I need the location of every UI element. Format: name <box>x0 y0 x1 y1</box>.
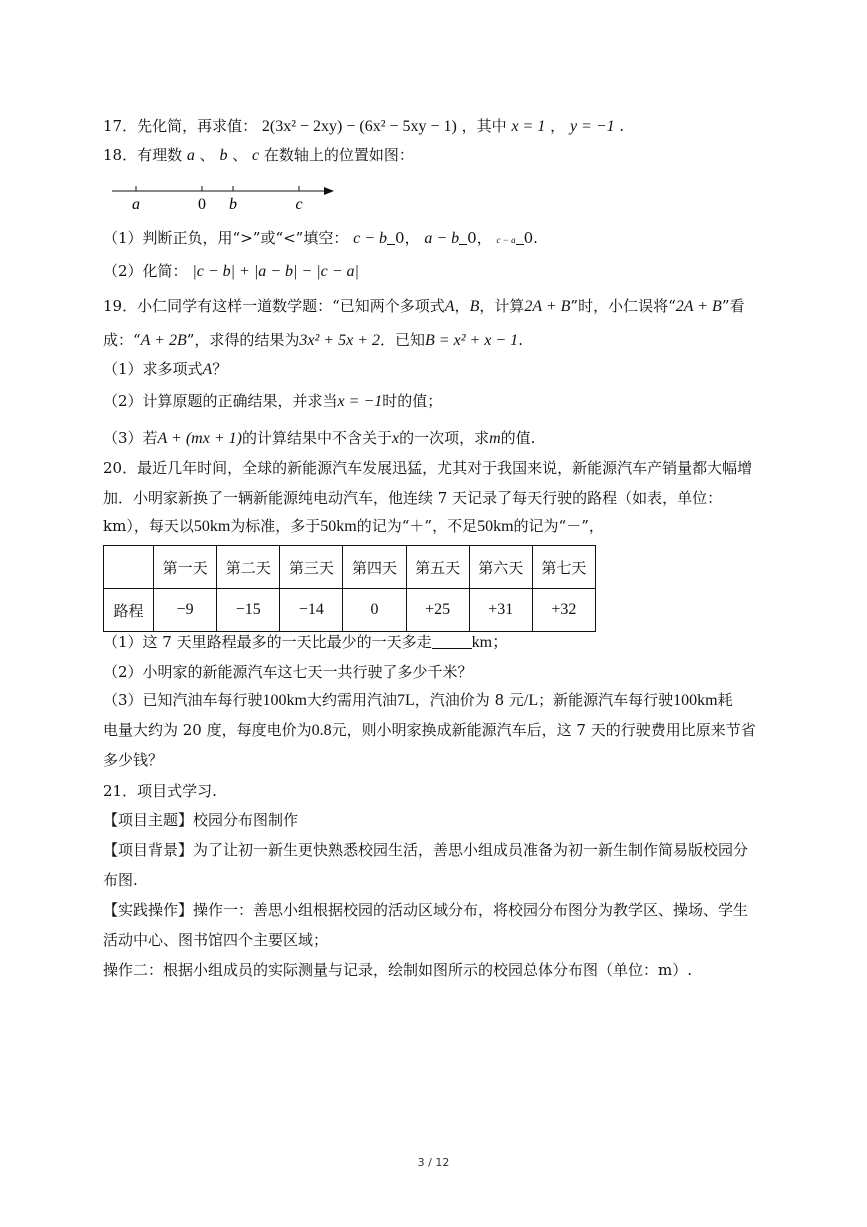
q19-p3-text: （3）若 <box>103 429 158 447</box>
q19-given: ．已知 <box>380 331 426 349</box>
q19-p1-text: （1）求多项式 <box>103 360 203 378</box>
page-number: 3 / 12 <box>417 1156 450 1169</box>
q17-condition-y: y = −1 <box>569 118 615 135</box>
q19-part2 <box>103 391 442 412</box>
table-cell: +31 <box>469 589 532 632</box>
q20-p3-l2-a: 电量大约为 20 度，每度电价为 <box>103 721 312 739</box>
q20-p3-a: （3）已知汽油车每行驶 <box>103 691 263 709</box>
q20-part3-line2 <box>103 720 756 741</box>
q19-result-expr: 3x² + 5x + 2 <box>299 332 380 349</box>
q20-l3-g: 的记为“－”， <box>513 517 604 535</box>
answer-blank[interactable] <box>459 230 467 245</box>
q18-p1-expr3: c − a <box>496 235 516 245</box>
label-b: b <box>229 196 237 213</box>
question-21-line3: 【项目背景】为了让初一新生更快熟悉校园生活，善思小组成员准备为初一新生制作简易版校园分 <box>103 841 749 859</box>
q18-p1-zero2: 0， <box>467 229 492 247</box>
question-20-line3 <box>103 516 604 537</box>
q19-B-expr: B = x² + x − 1 <box>425 332 519 349</box>
q19-p3-text2: 的计算结果中不含关于 <box>241 429 392 447</box>
table-cell: −9 <box>154 589 217 632</box>
q17-sep: ， <box>550 117 566 135</box>
table-header-cell: 第一天 <box>154 546 217 589</box>
question-21-line1: 21．项目式学习. <box>103 782 217 800</box>
q19-p3-end: 的值. <box>500 429 536 447</box>
q18-var-b: b <box>219 147 228 164</box>
q20-l3-c: 为标准，多于 <box>230 517 321 535</box>
table-header-cell: 第三天 <box>280 546 343 589</box>
q17-end: . <box>619 117 625 135</box>
answer-blank[interactable] <box>432 634 472 649</box>
q20-l3-e: 的记为“＋”，不足 <box>356 517 478 535</box>
q19-p2-text: （2）计算原题的正确结果，并求当 <box>103 392 338 410</box>
q20-p3-c: 大约需用汽油 <box>307 691 398 709</box>
question-21-line4: 布图. <box>103 871 138 889</box>
table-cell: +32 <box>532 589 595 632</box>
q17-where: ，其中 <box>461 117 507 135</box>
q20-part1 <box>103 632 508 653</box>
table-header-cell: 第六天 <box>469 546 532 589</box>
q19-expr-A2B: A + 2B <box>140 332 187 349</box>
q18-p2-expression: |c − b| + |a − b| − |c − a| <box>192 263 359 280</box>
q19-part1 <box>103 359 227 380</box>
question-20-line1: 20．最近几年时间，全球的新能源汽车发展迅猛，尤其对于我国来说，新能源汽车产销量都大幅增 <box>103 459 753 477</box>
table-header-cell: 第七天 <box>532 546 595 589</box>
distance-table <box>103 545 596 632</box>
q19-var-A: A <box>444 298 455 315</box>
q20-p3-e: ，汽油价为 8 元 <box>414 691 524 709</box>
q20-l3-d: 50km <box>320 518 357 535</box>
q18-p1-text: （1）判断正负，用“>”或“<”填空： <box>103 229 349 247</box>
q19-p3-x: x <box>391 430 400 447</box>
q19-p3-expr: A + (mx + 1) <box>157 430 242 447</box>
q20-p3-h: 100km <box>673 692 718 709</box>
q19-p3-m: m <box>489 430 501 447</box>
table-header-cell: 第二天 <box>217 546 280 589</box>
q18-p1-expr2: a − b <box>424 230 460 247</box>
q19-compute: ，计算 <box>479 297 525 315</box>
question-21-line6: 活动中心、图书馆四个主要区域； <box>103 931 329 949</box>
q18-p1-expr1: c − b <box>353 230 388 247</box>
q20-l3-f: 50km <box>477 518 514 535</box>
q20-part2: （2）小明家的新能源汽车这七天一共行驶了多少千米？ <box>103 663 473 681</box>
q18-intro: 18．有理数 <box>103 146 183 164</box>
q20-p3-f: /L <box>523 692 539 709</box>
q20-p3-d: 7L <box>397 692 415 709</box>
q20-p3-g: ；新能源汽车每行驶 <box>538 691 674 709</box>
number-line-arrow-icon <box>324 187 334 195</box>
q18-intro-end: 在数轴上的位置如图： <box>263 146 414 164</box>
q19-looked: ”看 <box>721 297 745 315</box>
q18-var-c: c <box>252 147 260 164</box>
q20-p3-i: 耗 <box>717 691 733 709</box>
q19-intro: 19．小仁同学有这样一道数学题：“已知两个多项式 <box>103 297 445 315</box>
q19-part3 <box>103 428 535 449</box>
label-a: a <box>132 196 140 213</box>
q20-part3-line3: 多少钱？ <box>103 751 164 769</box>
q18-part2 <box>103 261 359 282</box>
question-21-line2: 【项目主题】校园分布图制作 <box>103 811 299 829</box>
q18-sep1: 、 <box>199 146 215 164</box>
q18-part1 <box>103 228 538 250</box>
answer-blank[interactable] <box>387 230 395 245</box>
q17-intro: 17．先化简，再求值： <box>103 117 258 135</box>
table-header-cell: 第四天 <box>343 546 406 589</box>
table-cell: −15 <box>217 589 280 632</box>
q19-result-text: ”，求得的结果为 <box>186 331 300 349</box>
question-19-line2 <box>103 330 523 351</box>
table-header-row <box>104 546 596 589</box>
label-c: c <box>295 196 303 213</box>
q18-p1-zero1: 0， <box>395 229 420 247</box>
table-cell: −14 <box>280 589 343 632</box>
q18-sep2: 、 <box>232 146 248 164</box>
answer-blank[interactable] <box>516 230 524 245</box>
table-header-cell <box>104 546 154 589</box>
table-row <box>104 589 596 632</box>
q20-l3-b: 50km <box>193 518 231 535</box>
q18-p1-zero3: 0. <box>523 229 538 247</box>
q20-p3-b: 100km <box>262 692 307 709</box>
q19-p3-text3: 的一次项，求 <box>399 429 490 447</box>
table-row-label: 路程 <box>104 589 154 632</box>
q19-as: 成：“ <box>103 331 141 349</box>
q19-var-B: B <box>469 298 480 315</box>
q19-p1-q: ？ <box>212 360 228 378</box>
q19-mistake: ”时，小仁误将“ <box>570 297 676 315</box>
question-21-line7: 操作二：根据小组成员的实际测量与记录，绘制如图所示的校园总体分布图（单位：m）. <box>103 961 692 979</box>
question-21-line5: 【实践操作】操作一：善思小组根据校园的活动区域分布，将校园分布图分为教学区、操场、学生 <box>103 901 749 919</box>
q19-p2-expr: x = −1 <box>337 393 383 410</box>
q19-p2-end: 时的值； <box>382 392 443 410</box>
q20-p3-l2-c: 元，则小明家换成新能源汽车后，这 7 天的行驶费用比原来节省 <box>331 721 756 739</box>
q19-comma: ， <box>454 297 470 315</box>
question-18 <box>103 145 414 166</box>
question-20-line2: 加．小明家新换了一辆新能源纯电动汽车，他连续 7 天记录了每天行驶的路程（如表，单位： <box>103 489 723 507</box>
q19-end: . <box>518 331 523 349</box>
label-0: 0 <box>198 196 206 213</box>
q19-expr-2AB-b: 2A + B <box>675 298 722 315</box>
q19-expr-2AB: 2A + B <box>524 298 571 315</box>
q20-part3-line1 <box>103 690 733 711</box>
number-line-figure <box>112 178 342 214</box>
q19-p1-A: A <box>202 361 213 378</box>
question-17 <box>103 116 624 137</box>
q20-p1-unit: km； <box>471 634 509 651</box>
q18-var-a: a <box>186 147 195 164</box>
q17-condition-x: x = 1 <box>511 118 546 135</box>
q17-expression: 2(3x² − 2xy) − (6x² − 5xy − 1) <box>261 118 457 135</box>
table-cell: 0 <box>343 589 406 632</box>
q20-p3-l2-b: 0.8 <box>311 722 332 739</box>
q20-p1-text: （1）这 7 天里路程最多的一天比最少的一天多走 <box>103 633 432 651</box>
table-cell: +25 <box>406 589 469 632</box>
q18-p2-text: （2）化简： <box>103 262 188 280</box>
question-19-line1 <box>103 296 745 317</box>
table-header-cell: 第五天 <box>406 546 469 589</box>
q20-l3-a: km），每天以 <box>103 517 194 535</box>
